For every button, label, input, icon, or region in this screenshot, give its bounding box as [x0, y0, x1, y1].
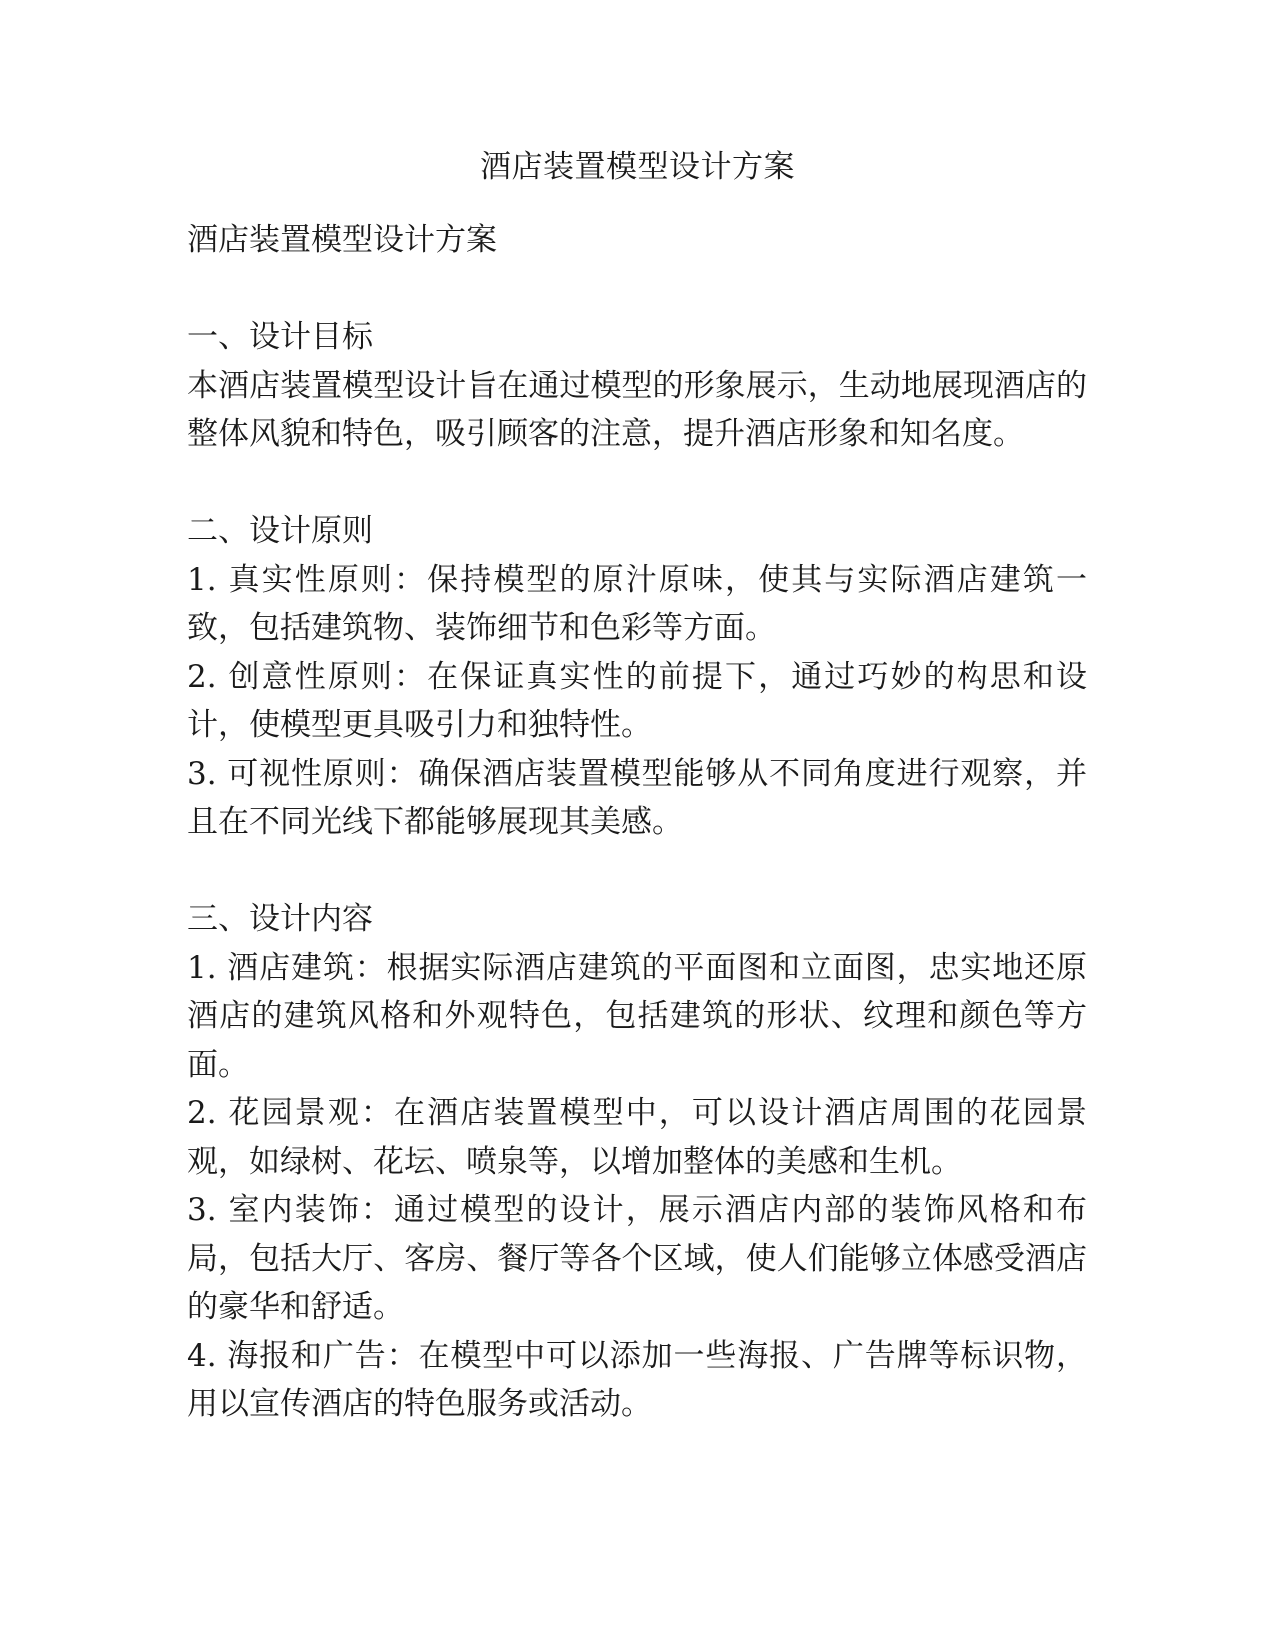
content-item: 2. 花园景观：在酒店装置模型中，可以设计酒店周围的花园景观，如绿树、花坛、喷泉等，以增加整体的美感和生机。: [187, 1095, 1087, 1180]
content-item: 3. 室内装饰：通过模型的设计，展示酒店内部的装饰风格和布局，包括大厅、客房、餐厅等各个区域，使人们能够立体感受酒店的豪华和舒适。: [187, 1192, 1087, 1325]
goals-paragraph: 本酒店装置模型设计旨在通过模型的形象展示，生动地展现酒店的整体风貌和特色，吸引顾客的注意，提升酒店形象和知名度。: [187, 367, 1087, 452]
blank-line: [187, 847, 1087, 896]
section-heading-goals: 一、设计目标: [187, 319, 373, 355]
section-heading-content: 三、设计内容: [187, 901, 373, 937]
blank-line: [187, 265, 1087, 314]
principle-item: 1. 真实性原则：保持模型的原汁原味，使其与实际酒店建筑一致，包括建筑物、装饰细节和色彩等方面。: [187, 561, 1087, 646]
blank-line: [187, 459, 1087, 508]
section-heading-principles: 二、设计原则: [187, 513, 373, 549]
document-body: [187, 216, 1087, 1429]
document-subtitle: 酒店装置模型设计方案: [187, 222, 497, 258]
document-title: 酒店装置模型设计方案: [480, 149, 795, 185]
principle-item: 2. 创意性原则：在保证真实性的前提下，通过巧妙的构思和设计，使模型更具吸引力和独特性。: [187, 658, 1087, 743]
principle-item: 3. 可视性原则：确保酒店装置模型能够从不同角度进行观察，并且在不同光线下都能够展现其美感。: [187, 755, 1087, 840]
content-item: 4. 海报和广告：在模型中可以添加一些海报、广告牌等标识物，用以宣传酒店的特色服务或活动。: [187, 1337, 1087, 1422]
content-item: 1. 酒店建筑：根据实际酒店建筑的平面图和立面图，忠实地还原酒店的建筑风格和外观特色，包括建筑的形状、纹理和颜色等方面。: [187, 949, 1087, 1083]
